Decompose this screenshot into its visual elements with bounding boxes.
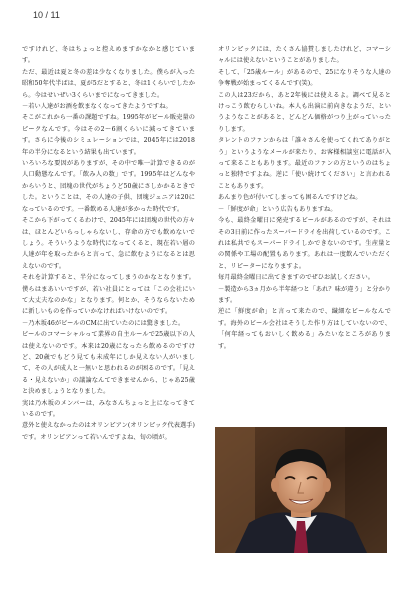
paragraph: いろいろな要因がありますが、その中で唯一計算できるのが人口動態なんです。「飲み人の数」です。1995年はどんなやからいうと、団塊の世代がちょうど50歳にさしかかるときでした。ということは、その人達の子供、団塊ジュニアは20になっているのです。一番飲める人達が多かった時代です。	[22, 160, 195, 213]
left-column	[22, 44, 195, 443]
portrait-illustration	[215, 427, 387, 553]
paragraph: あんまり色が付いてしまっても困るんですけどね。	[218, 194, 362, 202]
page-number: 10 / 11	[33, 10, 60, 20]
interview-question: －「鮮度が命」という広告もありますね。	[218, 205, 337, 213]
paragraph: 毎月最終金曜日に出てきますのでぜひお試しください。	[218, 274, 374, 282]
paragraph: ただ、最近は夏と冬の差は少なくなりました。僕らが入った昭和50年代半ばは、夏が5だとすると、冬は1くらいでしたから。今はせいぜい3くらいまでになってきました。	[22, 68, 195, 99]
paragraph: ビールのコマーシャルって業界の自主ルールで25歳以下の人は使えないのです。本来は20歳になったら飲めるのですけど、20歳でもどう見ても未成年にしか見えない人がいまして、その人が成人と一無いと思われるのが困るのです。「見える・見えないか」の議論なんてできませんから、じゃあ25歳と決めましょうとなりました。	[22, 331, 195, 396]
interview-question: －製造から3ヵ月から半年経つと「あれ？味が違う」と分かります。	[218, 285, 391, 304]
interviewee-photo	[215, 427, 387, 553]
paragraph: そこがこれから一番の課題ですね。1995年がビール販売量のピークなんです。今はその2〜6割くらいに減ってきています。さらに今後のシミュレーションでは、2045年には2018年の半分になるという結果も出ています。	[22, 114, 195, 156]
interview-question: －若い人達がお酒を飲まなくなってきたようですね。	[22, 103, 172, 111]
paragraph: それを計算すると、半分になってしまうのかなとなります。僕らはまあいいですが、若い社員にとっては「この会社にいて大丈夫なのかな」となります。何とか、そうならないために新しいものを作っていかなければいけないのです。	[22, 274, 195, 316]
interview-question: －乃木坂46がビールのCMに出ていたのには驚きました。	[22, 319, 185, 327]
paragraph: ですけれど、冬はちょっと控えめますかなかと感じています。	[22, 46, 195, 65]
paragraph: 逆に「鮮度が命」と言って来たので、繊細なビールなんです。海外のビール会社はそうした作り方はしていないので、「何年経ってもおいしく飲める」みたいなところがあります。	[218, 308, 391, 350]
paragraph: 今も、最終金曜日に発売するビールがあるのですが、それはその3日前に作ったスーパードライを出荷しているのです。これは私共でもスーパードライしかできないのです。生産量との関係や工場の配置もあります。あれは一度飲んでいただくと、リピーターになりますよ。	[218, 217, 391, 270]
right-column	[218, 44, 391, 352]
paragraph: そして、「25歳ルール」があるので、25になりそうな人達の争奪戦が始まってくるんです(笑)。	[218, 68, 391, 88]
paragraph: 意外と使えなかったのはオリンピアン(オリンピック代表選手)です。オリンピアンって若いんですよね、旬の頃が。	[22, 422, 195, 441]
paragraph: タレントのファンからは「誰々さんを使ってくれてありがとう」というようなメールが来たり、お客様相談室に電話が入って来ることもあります。最近のファンの方というのはちょっと独特ですよね。逆に「使い続けてください」と言われることもあります。	[218, 137, 391, 190]
paragraph: この人は23だから、あと2年後には使えるよ。調べて見るとけっこう飲むらしいね。本人も出演に前向きなようだ、というようなことがあると、どんどん価格がつり上がっていったりします。	[218, 91, 391, 133]
paragraph: 実は乃木坂のメンバーは、みなさんちょっと上になってきているのです。	[22, 399, 195, 418]
paragraph: そこから下がってくるわけで、2045年には団塊の世代の方々は、ほとんどいらっしゃらないし、存命の方でも飲めないでしょう。そういうような時代になってくると、現在若い層の人達が年を取ったからと言って、急に飲むようになるとは思えないのです。	[22, 217, 195, 270]
paragraph: オリンピックには、たくさん協賛しましたけれど、コマーシャルには使えないということがありました。	[218, 46, 391, 65]
